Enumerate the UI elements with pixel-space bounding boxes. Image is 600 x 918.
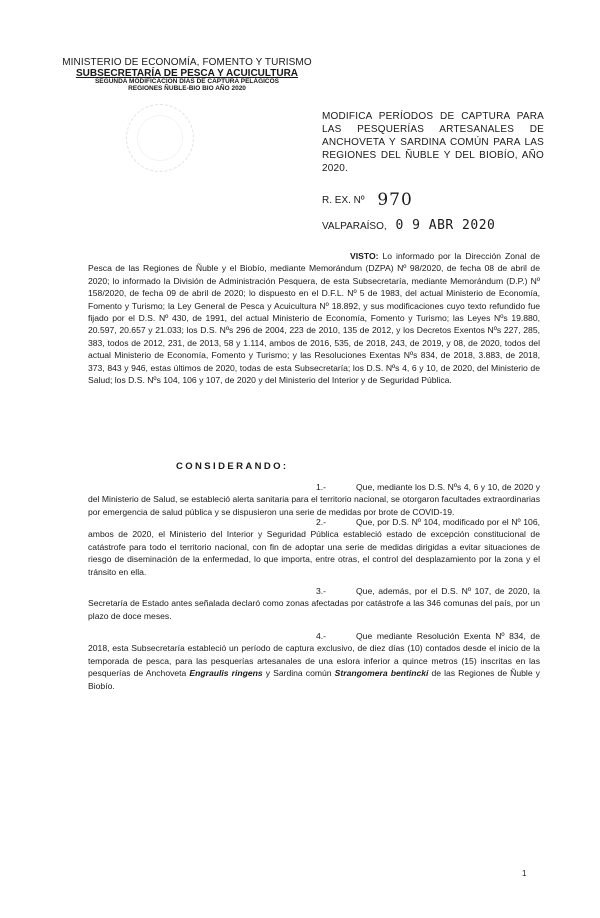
visto-paragraph — [88, 250, 540, 386]
item-text: Que, mediante los D.S. Nºs 4, 6 y 10, de 2020 y del Ministerio de Salud, se estableció alerta sanitaria para el territorio nacional, se otorgaron facultades extraordinarias por emergencia de salud pública y se dispusieron una serie de medidas por brote de COVID-19. — [88, 482, 540, 517]
item-text: Que, además, por el D.S. Nº 107, de 2020, la Secretaría de Estado antes señalada declaró como zonas afectadas por catástrofe a las 346 comunas del país, por un plazo de doce meses. — [88, 586, 540, 621]
letterhead-line-3: SEGUNDA MODIFICACIÓN DÍAS DE CAPTURA PELÁGICOS — [94, 78, 280, 85]
resolution-date: 0 9 ABR 2020 — [395, 218, 496, 233]
item-number: 4.- — [316, 631, 327, 641]
item-text-a: Que mediante Resolución Exenta Nº 834, de 2018, esta Subsecretaría estableció un período de captura exclusivo, de diez días (10) contados desde el inicio de la temporada de pesca, para las pesquerías artesanales de una eslora inferior a quince metros (15) inscritas en las pesquerías de Anchoveta — [88, 631, 540, 679]
resolution-number: 970 — [377, 190, 413, 210]
page-number: 1 — [522, 869, 527, 878]
item-text-c: de las Regiones de Ñuble y Biobío. — [88, 668, 540, 691]
resolution-number-line — [322, 188, 413, 208]
considerando-item — [88, 481, 540, 518]
letterhead — [62, 58, 312, 93]
item-text-b: y Sardina común — [265, 668, 332, 679]
place-date-line — [322, 218, 495, 233]
considerando-item — [88, 516, 540, 578]
item-number: 1.- — [316, 482, 327, 492]
item-text: Que, por D.S. Nº 104, modificado por el Nº 106, ambos de 2020, el Ministerio del Interior y Seguridad Pública estableció estado de excepción constitucional de catástrofe para todo el territorio nacional, con fin de adoptar una serie de medidas dirigidas a evitar situaciones de riesgo de diseminación de la enfermedad, lo que importa, entre otras, el control del desplazamiento por la zona y el tránsito en ella. — [88, 517, 540, 577]
visto-text: Lo informado por la Dirección Zonal de Pesca de las Regiones de Ñuble y el Biobío, mediante Memorándum (DZPA) Nº 98/2020, de fecha 08 de abril de 2020; lo informado la División de Administración Pesquera, de esta Subsecretaría, mediante Memorándum (D.P.) Nº 158/2020, de fecha 09 de abril de 2020; lo dispuesto en el D.F.L. Nº 5 de 1983, del actual Ministerio de Economía, Fomento y Turismo; la Ley General de Pesca y Acuicultura Nº 18.892, y sus modificaciones cuyo texto refundido fue fijado por el D.S. Nº 430, de 1991, del actual Ministerio de Economía, Fomento y Turismo; las Leyes Nºs 19.880, 20.597, 20.657 y 21.033; los D.S. Nºs 296 de 2004, 223 de 2010, 135 de 2012, y los Decretos Exentos Nºs 227, 285, 383, todos de 2012, 231, de 2013, 58 y 1.114, ambos de 2016, 535, de 2018, 243, de 2019, y 08, de 2020, todos del actual Ministerio de Economía, Fomento y Turismo; y las Resoluciones Exentas Nºs 834, de 2018, 3.883, de 2018, 373, 843 y 946, estas últimos de 2020, todas de esta Subsecretaría; los D.S. Nºs 4, 6 y 10, de 2020, del Ministerio de Salud; los D.S. Nºs 104, 106 y 107, de 2020 y del Ministerio del Interior y de Seguridad Pública. — [88, 251, 540, 386]
considerando-heading: CONSIDERANDO: — [176, 461, 289, 472]
item-number: 3.- — [316, 586, 327, 596]
subsecretaria-name: SUBSECRETARÍA DE PESCA Y ACUICULTURA — [75, 67, 299, 79]
ministry-name: MINISTERIO DE ECONOMÍA, FOMENTO Y TURISMO — [62, 57, 312, 68]
city: VALPARAÍSO, — [322, 221, 387, 232]
faded-seal — [126, 104, 194, 172]
letterhead-line-4: REGIONES ÑUBLE-BIO BIO AÑO 2020 — [128, 84, 246, 92]
species-name: Strangomera bentincki — [334, 668, 429, 679]
document-title: MODIFICA PERÍODOS DE CAPTURA PARA LAS PESQUERÍAS ARTESANALES DE ANCHOVETA Y SARDINA COMÚN PARA LAS REGIONES DEL ÑUBLE Y DEL BIOBÍO, AÑO 2020. — [322, 111, 544, 174]
considerando-item — [88, 630, 540, 692]
visto-label: VISTO: — [350, 251, 379, 261]
species-name: Engraulis ringens — [189, 668, 263, 679]
item-number: 2.- — [316, 517, 327, 527]
resolution-label: R. EX. Nº — [322, 195, 365, 206]
considerando-item — [88, 585, 540, 622]
